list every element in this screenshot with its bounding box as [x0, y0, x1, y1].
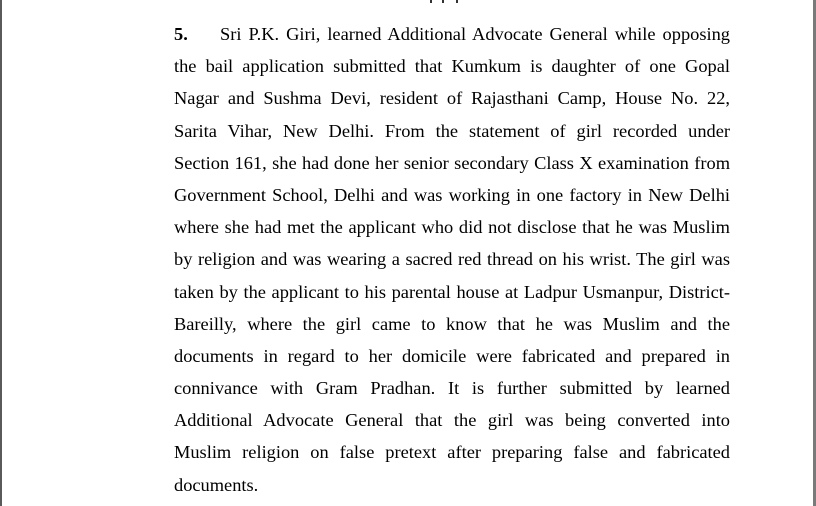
document-page	[174, 18, 730, 501]
paragraph-line: Nagar and Sushma Devi, resident of Rajasthani Camp, House No. 22,	[174, 88, 730, 109]
paragraph-line: Additional Advocate General that the girl was being converted into	[174, 410, 730, 431]
paragraph-line: documents in regard to her domicile were fabricated and prepared in	[174, 345, 730, 366]
line-text: Sri P.K. Giri, learned Additional Advocate General while opposing	[220, 24, 730, 44]
viewer-left-edge	[0, 0, 2, 506]
paragraph-line: Sarita Vihar, New Delhi. From the statement of girl recorded under	[174, 120, 730, 141]
paragraph-line: connivance with Gram Pradhan. It is further submitted by learned	[174, 378, 730, 399]
paragraph-line: Bareilly, where the girl came to know that he was Muslim and the	[174, 313, 730, 334]
paragraph-line: by religion and was wearing a sacred red thread on his wrist. The girl was	[174, 249, 730, 270]
paragraph-line: taken by the applicant to his parental house at Ladpur Usmanpur, District-	[174, 281, 730, 302]
paragraph-line: Muslim religion on false pretext after preparing false and fabricated	[174, 442, 730, 463]
paragraph-5	[174, 18, 730, 501]
paragraph-line: Government School, Delhi and was working in one factory in New Delhi	[174, 184, 730, 205]
paragraph-line-1	[174, 18, 730, 50]
paragraph-line-last: documents.	[174, 474, 259, 495]
paragraph-line: Section 161, she had done her senior secondary Class X examination from	[174, 152, 730, 173]
paragraph-line: where she had met the applicant who did not disclose that he was Muslim	[174, 217, 730, 238]
paragraph-number: 5.	[174, 24, 188, 44]
paragraph-line: the bail application submitted that Kumkum is daughter of one Gopal	[174, 56, 730, 77]
